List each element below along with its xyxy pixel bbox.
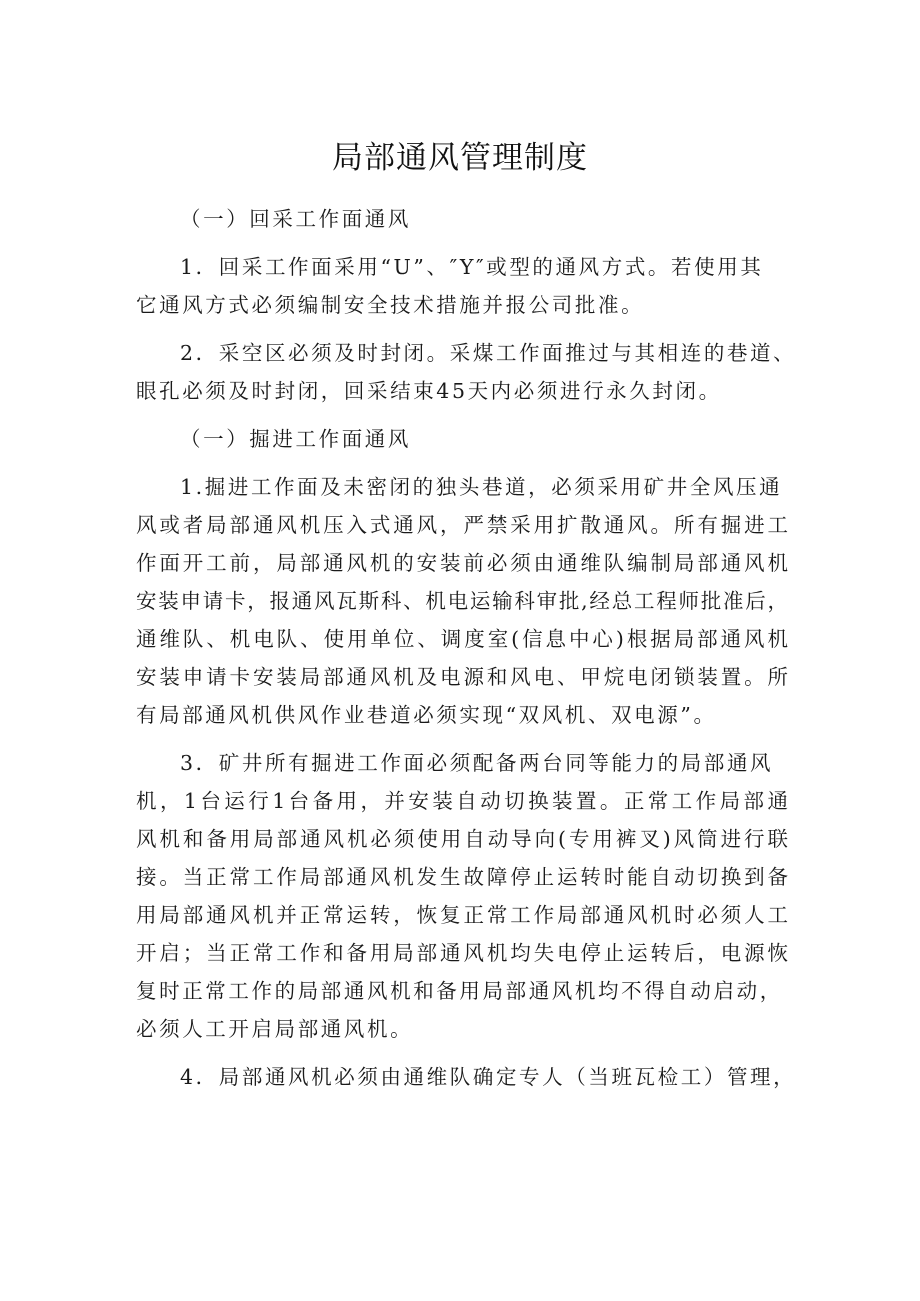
paragraph-line: 通维队、机电队、使用单位、调度室(信息中心)根据局部通风机	[136, 627, 788, 651]
paragraph-line: 有局部通风机供风作业巷道必须实现“双风机、双电源”。	[136, 703, 717, 727]
paragraph-line: 风机和备用局部通风机必须使用自动导向(专用裤叉)风筒进行联	[136, 827, 788, 851]
paragraph-line: 1.掘进工作面及未密闭的独头巷道，必须采用矿井全风压通	[180, 475, 783, 499]
document-title: 局部通风管理制度	[332, 140, 588, 176]
paragraph-line: 4．局部通风机必须由通维队确定专人（当班瓦检工）管理，	[180, 1065, 797, 1089]
paragraph-line: 作面开工前，局部通风机的安装前必须由通维队编制局部通风机	[136, 551, 788, 575]
paragraph-line: 接。当正常工作局部通风机发生故障停止运转时能自动切换到备	[136, 865, 788, 889]
paragraph-line: 开启；当正常工作和备用局部通风机均失电停止运转后，电源恢	[136, 941, 788, 965]
paragraph-line: 安装申请卡，报通风瓦斯科、机电运输科审批,经总工程师批准后，	[136, 589, 788, 613]
paragraph-line: 复时正常工作的局部通风机和备用局部通风机均不得自动启动，	[136, 979, 783, 1003]
paragraph-line: 必须人工开启局部通风机。	[136, 1017, 414, 1041]
section-heading: （一）掘进工作面通风	[180, 427, 411, 451]
paragraph-line: 2．采空区必须及时封闭。采煤工作面推过与其相连的巷道、	[180, 341, 797, 365]
paragraph-line: 机，1台运行1台备用，并安装自动切换装置。正常工作局部通	[136, 789, 788, 813]
paragraph-line: 风或者局部通风机压入式通风，严禁采用扩散通风。所有掘进工	[136, 513, 788, 537]
paragraph-line: 用局部通风机并正常运转，恢复正常工作局部通风机时必须人工	[136, 903, 788, 927]
paragraph-line: 眼孔必须及时封闭，回采结束45天内必须进行永久封闭。	[136, 379, 722, 403]
paragraph-line: 1．回采工作面采用“U”、″Y″或型的通风方式。若使用其	[180, 255, 764, 279]
paragraph-line: 安装申请卡安装局部通风机及电源和风电、甲烷电闭锁装置。所	[136, 665, 788, 689]
paragraph-line: 3．矿井所有掘进工作面必须配备两台同等能力的局部通风	[180, 751, 774, 775]
paragraph-line: 它通风方式必须编制安全技术措施并报公司批准。	[136, 293, 645, 317]
section-heading: （一）回采工作面通风	[180, 207, 411, 231]
document-body	[136, 200, 797, 1096]
